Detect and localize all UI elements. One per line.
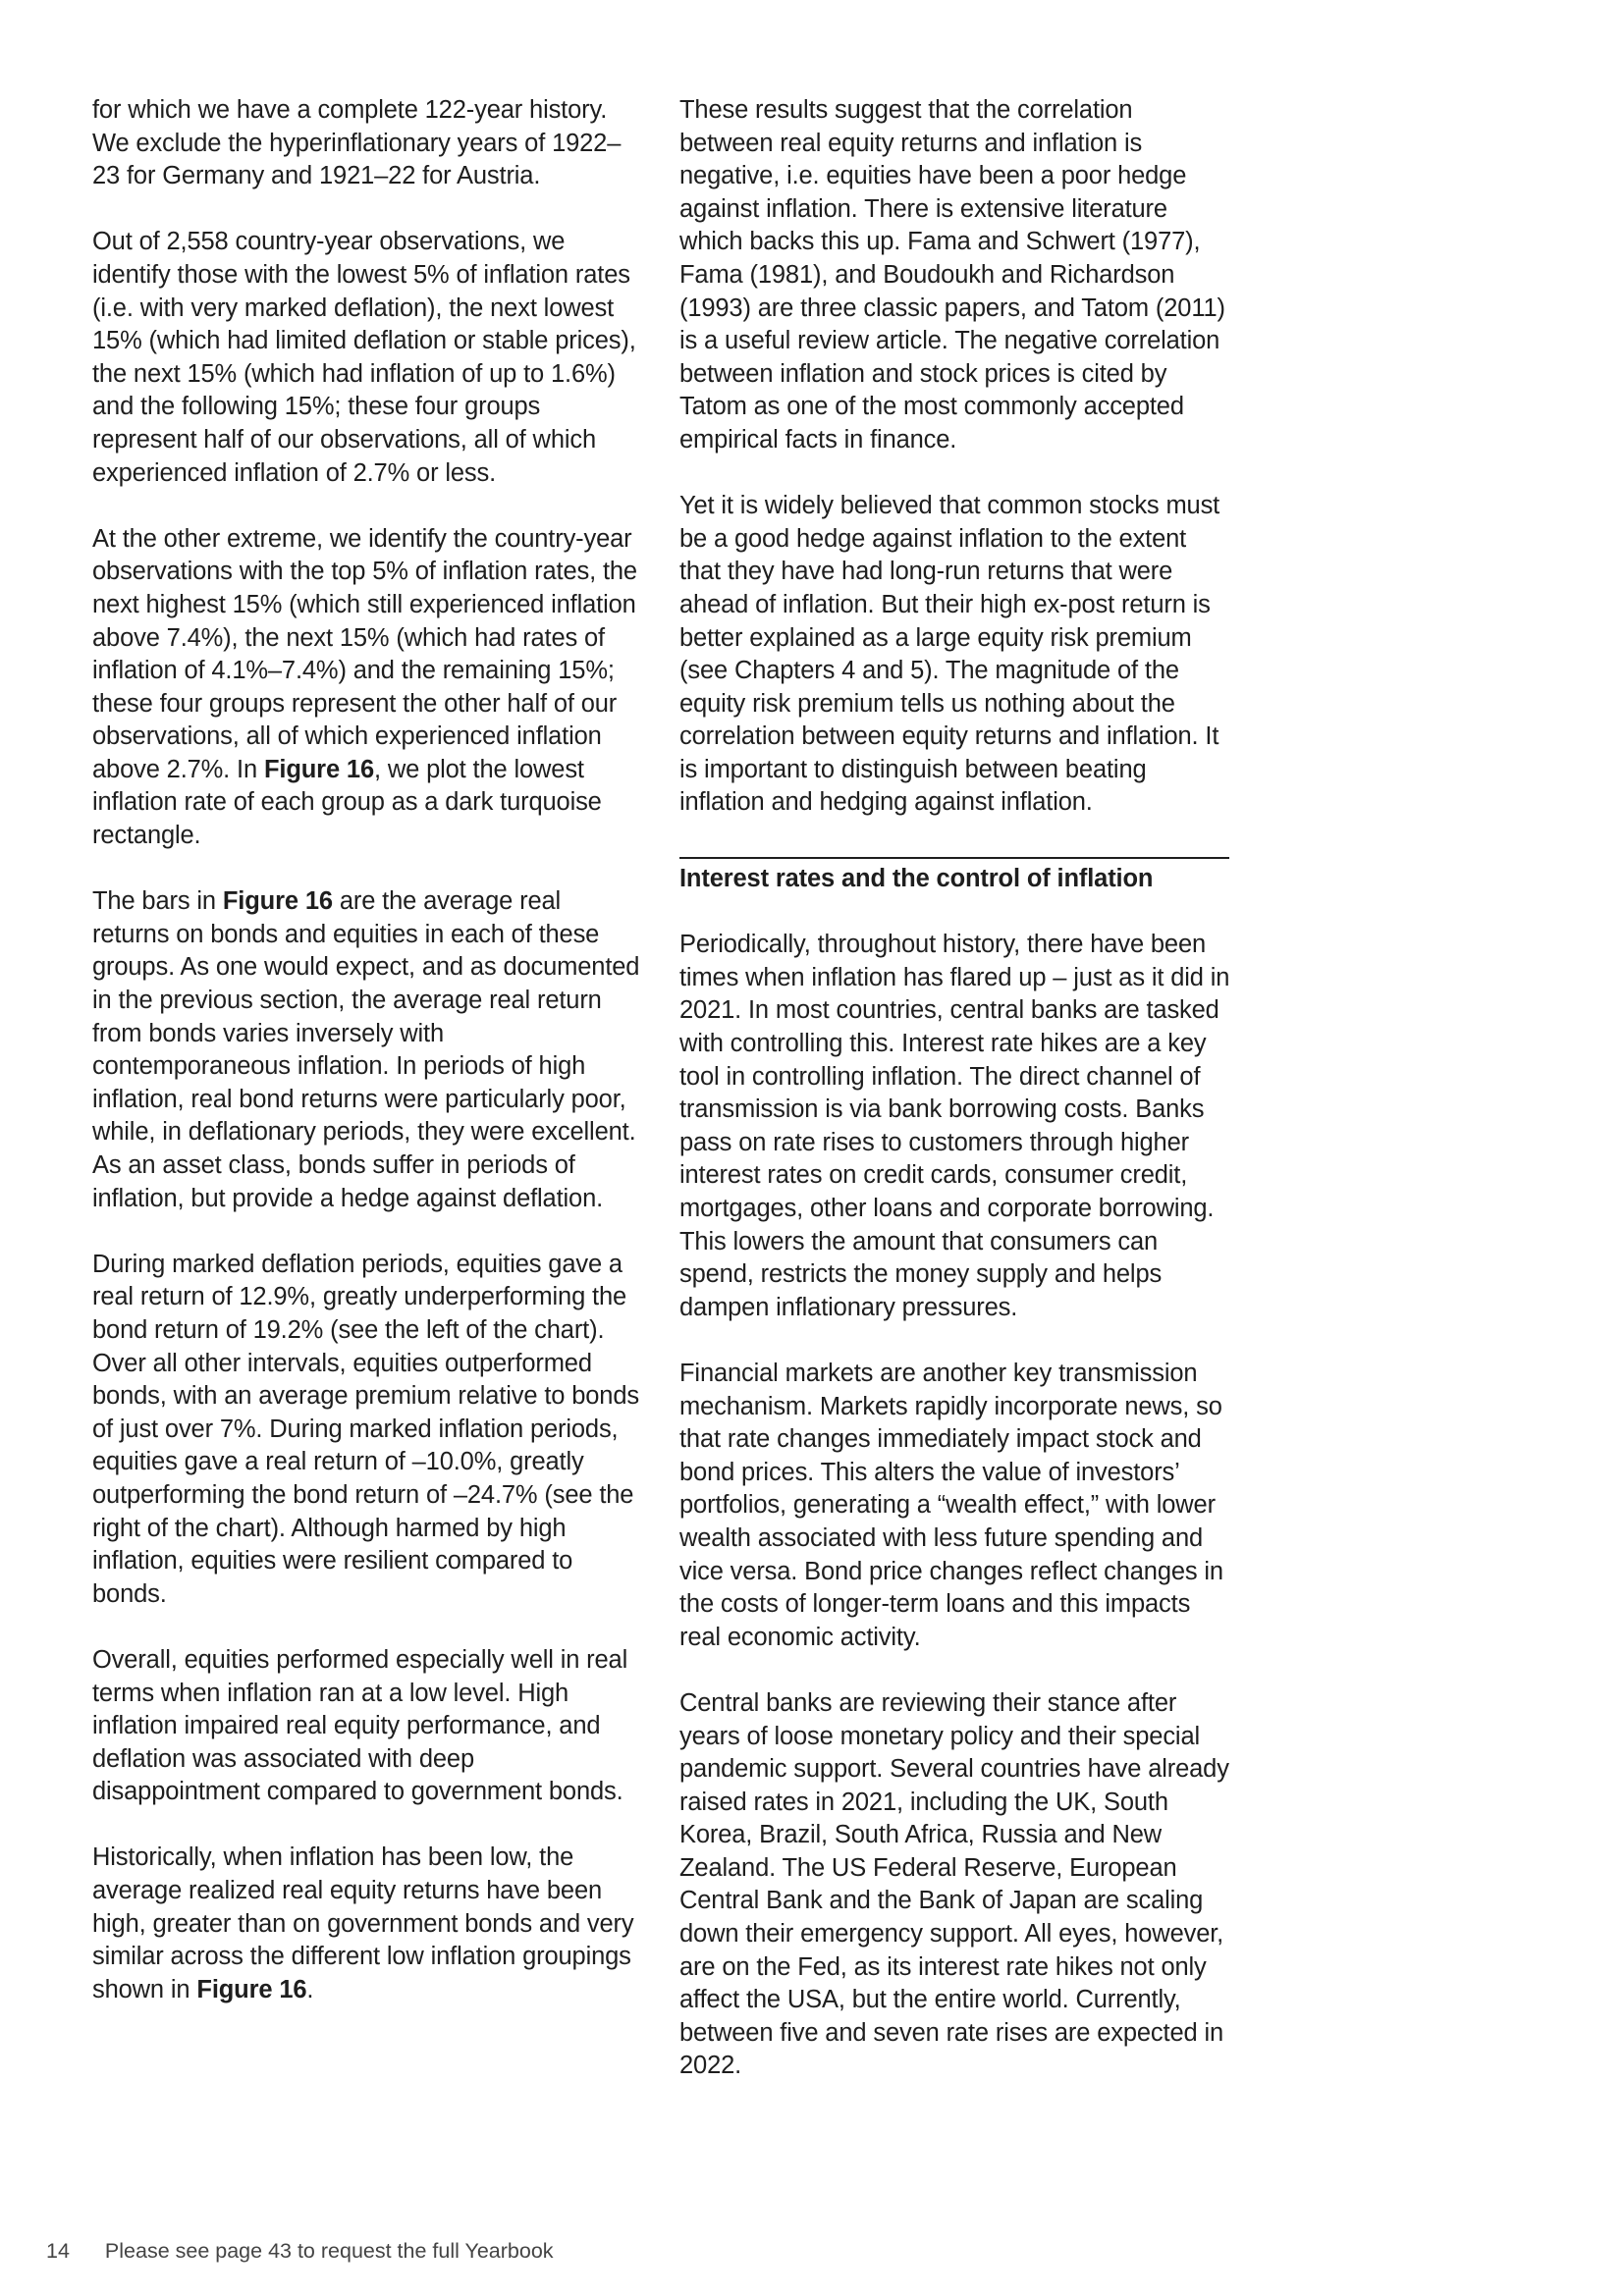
paragraph-text: Central banks are reviewing their stance after years of loose monetary policy and their special pandemic support. Several countries have already raised rates in 2021, including the UK, South Korea, Brazil, South Africa, Russia and New Zealand. The US Federal Reserve, European Central Bank and the Bank of Japan are scaling down their emergency support. All eyes, however, are on the Fed, as its interest rate hikes not only affect the USA, but the entire world. Currently, between five and seven rate rises are expected in 2022. <box>679 1688 1229 2080</box>
paragraph-text: Periodically, throughout history, there have been times when inflation has flared up – just as it did in 2021. In most countries, central banks are tasked with controlling this. Interest rate hikes are a key tool in controlling inflation. The direct channel of transmission is via bank borrowing costs. Banks pass on rate rises to customers through higher interest rates on credit cards, consumer credit, mortgages, other loans and corporate borrowing. This lowers the amount that consumers can spend, restricts the money supply and helps dampen inflationary pressures. <box>679 931 1230 1321</box>
paragraph <box>679 929 1231 1324</box>
paragraph-text: . <box>306 1975 314 2003</box>
paragraph-text: Out of 2,558 country-year observations, we identify those with the lowest 5% of inflation rates (i.e. with very marked deflation), the next lowest 15% (which had limited deflation or stable prices), the next 15% (which had inflation of up to 1.6%) and the following 15%; these four groups represent half of our observations, all of which experienced inflation of 2.7% or less. <box>92 228 636 487</box>
paragraph-text: are the average real returns on bonds and equities in each of these groups. As one would expect, and as documented in the previous section, the average real return from bonds varies inversely with contemporaneous inflation. In periods of high inflation, real bond returns were particularly poor, while, in deflationary periods, they were excellent. As an asset class, bonds suffer in periods of inflation, but provide a hedge against deflation. <box>92 887 640 1212</box>
paragraph <box>679 94 1231 457</box>
figure-reference: Figure 16 <box>263 755 374 783</box>
paragraph <box>92 1249 642 1612</box>
paragraph-text: The bars in <box>92 887 223 916</box>
paragraph <box>679 1687 1231 2083</box>
left-column <box>92 94 642 2040</box>
figure-reference: Figure 16 <box>222 887 333 916</box>
paragraph-text: These results suggest that the correlation between real equity returns and inflation is negative, i.e. equities have been a poor hedge against inflation. There is extensive literature which backs this up. Fama and Schwert (1977), Fama (1981), and Boudoukh and Richardson (1993) are three classic papers, and Tatom (2011) is a useful review article. The negative correlation between inflation and stock prices is cited by Tatom as one of the most commonly accepted empirical facts in finance. <box>679 96 1225 454</box>
paragraph <box>92 226 642 490</box>
paragraph-text: Historically, when inflation has been low, the average realized real equity returns have been high, greater than on government bonds and very similar across the different low inflation groupings shown in <box>92 1843 634 2003</box>
right-column-section-body <box>679 929 1231 2083</box>
right-column-intro <box>679 94 1231 820</box>
page-number: 14 <box>46 2239 70 2263</box>
paragraph <box>92 885 642 1215</box>
paragraph <box>92 94 642 193</box>
paragraph-text: During marked deflation periods, equities gave a real return of 12.9%, greatly underperforming the bond return of 19.2% (see the left of the chart). Over all other intervals, equities outperformed bonds, with an average premium relative to bonds of just over 7%. During marked inflation periods, equities gave a real return of –10.0%, greatly outperforming the bond return of –24.7% (see the right of the chart). Although harmed by high inflation, equities were resilient compared to bonds. <box>92 1250 639 1608</box>
page-footer <box>46 2239 554 2264</box>
paragraph-text: , we plot the lowest inflation rate of each group as a dark turquoise rectangle. <box>92 755 602 850</box>
paragraph <box>679 490 1231 820</box>
paragraph-text: Financial markets are another key transmission mechanism. Markets rapidly incorporate news, so that rate changes immediately impact stock and bond prices. This alters the value of investors’ portfolios, generating a “wealth effect,” with lower wealth associated with less future spending and vice versa. Bond price changes reflect changes in the costs of longer-term loans and this impacts real economic activity. <box>679 1359 1223 1651</box>
section-heading: Interest rates and the control of inflation <box>679 865 1154 893</box>
paragraph-text: Overall, equities performed especially well in real terms when inflation ran at a low level. High inflation impaired real equity performance, and deflation was associated with deep disappointment compared to government bonds. <box>92 1645 628 1806</box>
right-column <box>679 94 1231 2116</box>
footer-note: Please see page 43 to request the full Yearbook <box>104 2239 554 2263</box>
paragraph-text: Yet it is widely believed that common stocks must be a good hedge against inflation to the extent that they have had long-run returns that were ahead of inflation. But their high ex-post return is better explained as a large equity risk premium (see Chapters 4 and 5). The magnitude of the equity risk premium tells us nothing about the correlation between equity returns and inflation. It is important to distinguish between beating inflation and hedging against inflation. <box>679 492 1220 817</box>
paragraph-text: At the other extreme, we identify the country-year observations with the top 5% of inflation rates, the next highest 15% (which still experienced inflation above 7.4%), the next 15% (which had rates of inflation of 4.1%–7.4%) and the remaining 15%; these four groups represent the other half of our observations, all of which experienced inflation above 2.7%. In <box>92 524 637 783</box>
paragraph <box>92 523 642 853</box>
figure-reference: Figure 16 <box>196 1975 307 2003</box>
paragraph <box>92 1644 642 1809</box>
paragraph <box>679 1358 1231 1654</box>
paragraph-text: for which we have a complete 122-year history. We exclude the hyperinflationary years of 1922–23 for Germany and 1921–22 for Austria. <box>92 96 622 190</box>
paragraph <box>92 1842 642 2006</box>
section-divider <box>679 857 1229 859</box>
